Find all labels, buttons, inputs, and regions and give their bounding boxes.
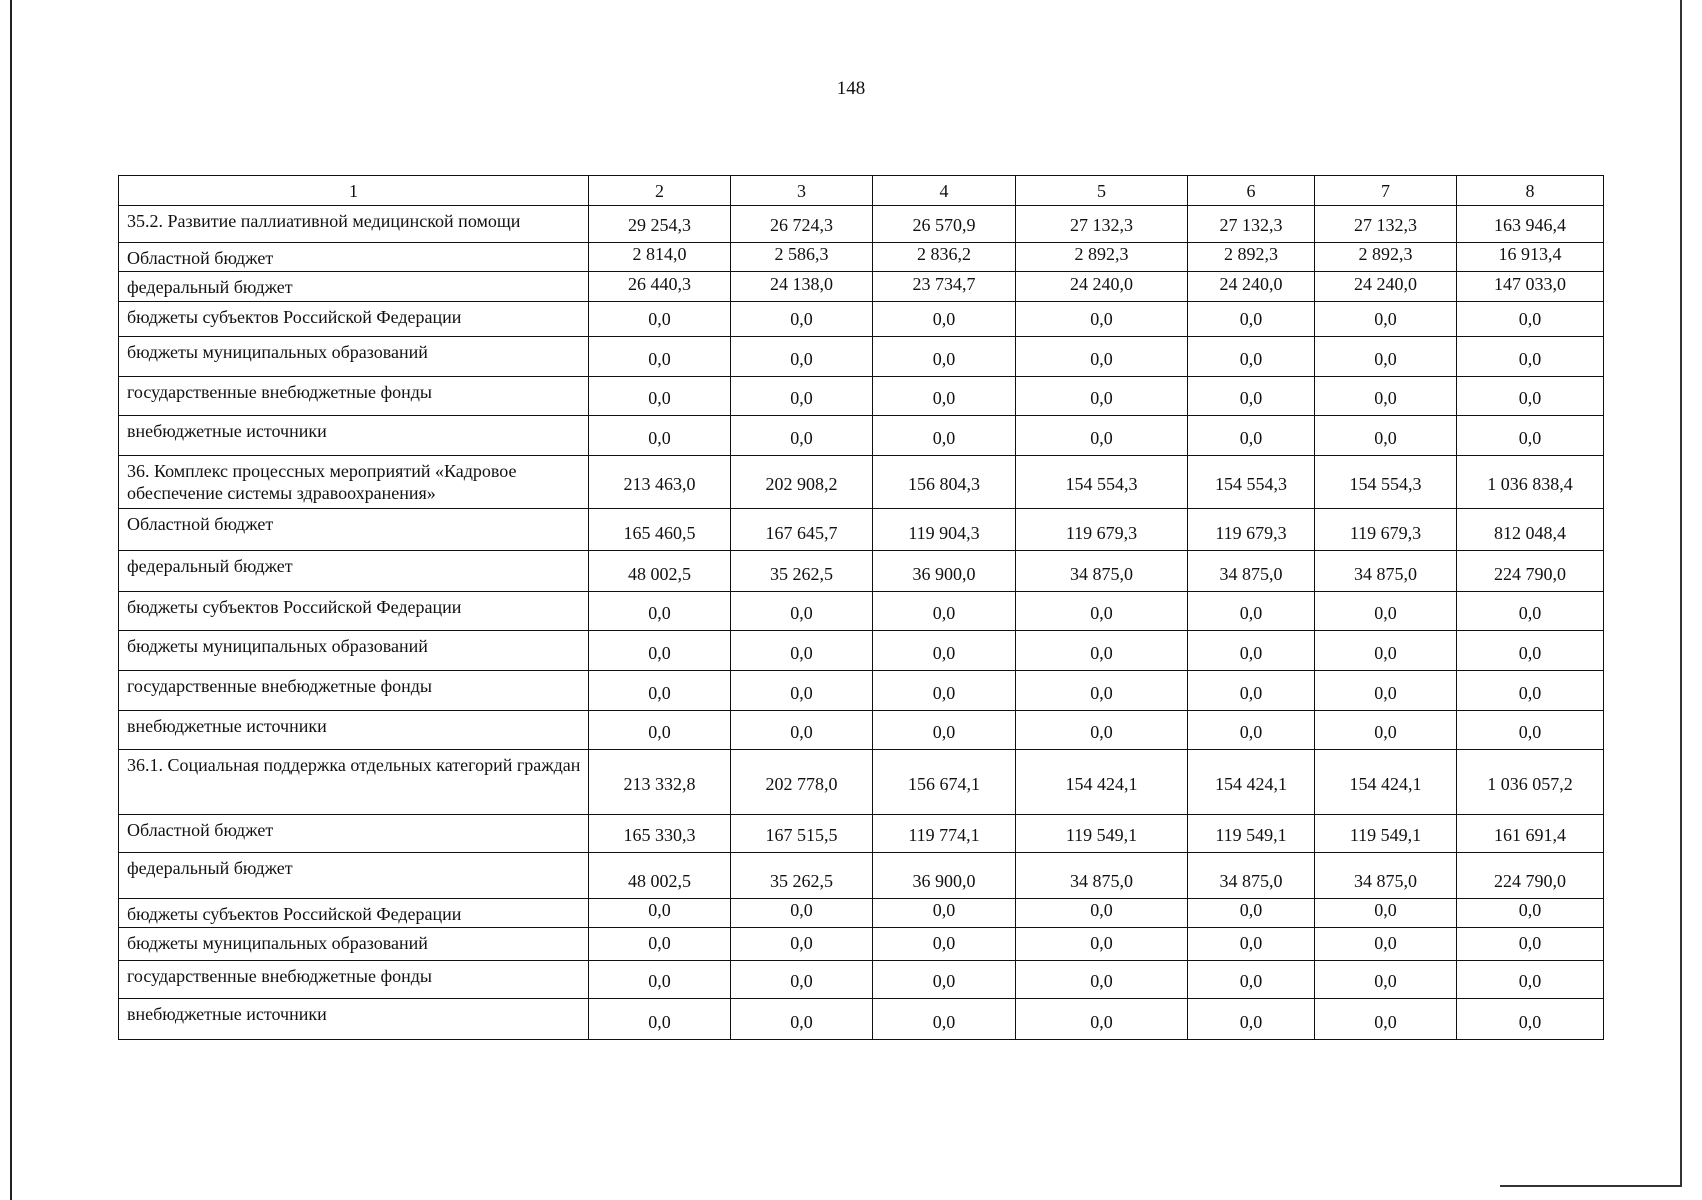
value-cell: 0,0 [1457, 899, 1604, 928]
row-label: бюджеты муниципальных образований [119, 337, 589, 377]
value-cell: 224 790,0 [1457, 551, 1604, 592]
value-cell: 0,0 [731, 302, 873, 337]
value-cell: 119 679,3 [1315, 509, 1457, 551]
value-cell: 0,0 [1188, 302, 1315, 337]
value-cell: 35 262,5 [731, 551, 873, 592]
value-cell: 26 724,3 [731, 206, 873, 243]
value-cell: 0,0 [1188, 999, 1315, 1040]
value-cell: 0,0 [1016, 899, 1188, 928]
value-cell: 0,0 [1315, 377, 1457, 416]
value-cell: 147 033,0 [1457, 272, 1604, 302]
table-row [119, 711, 1604, 750]
value-cell: 0,0 [873, 592, 1016, 631]
value-cell: 26 440,3 [589, 272, 731, 302]
header-cell: 1 [119, 176, 589, 206]
value-cell: 0,0 [873, 711, 1016, 750]
value-cell: 24 138,0 [731, 272, 873, 302]
value-cell: 154 554,3 [1188, 456, 1315, 509]
value-cell: 0,0 [589, 961, 731, 999]
value-cell: 2 814,0 [589, 243, 731, 272]
value-cell: 34 875,0 [1016, 551, 1188, 592]
value-cell: 2 836,2 [873, 243, 1016, 272]
value-cell: 1 036 838,4 [1457, 456, 1604, 509]
value-cell: 119 549,1 [1188, 815, 1315, 853]
header-cell: 4 [873, 176, 1016, 206]
value-cell: 34 875,0 [1315, 853, 1457, 899]
value-cell: 0,0 [1016, 711, 1188, 750]
table-row [119, 961, 1604, 999]
value-cell: 27 132,3 [1315, 206, 1457, 243]
value-cell: 2 892,3 [1016, 243, 1188, 272]
row-label: бюджеты субъектов Российской Федерации [119, 592, 589, 631]
value-cell: 213 463,0 [589, 456, 731, 509]
value-cell: 0,0 [731, 928, 873, 961]
row-label: государственные внебюджетные фонды [119, 671, 589, 711]
value-cell: 0,0 [731, 337, 873, 377]
value-cell: 34 875,0 [1188, 551, 1315, 592]
value-cell: 24 240,0 [1315, 272, 1457, 302]
value-cell: 0,0 [1016, 592, 1188, 631]
value-cell: 119 904,3 [873, 509, 1016, 551]
value-cell: 0,0 [731, 999, 873, 1040]
value-cell: 0,0 [1188, 631, 1315, 671]
value-cell: 0,0 [1016, 631, 1188, 671]
value-cell: 0,0 [1457, 928, 1604, 961]
value-cell: 0,0 [873, 899, 1016, 928]
value-cell: 119 774,1 [873, 815, 1016, 853]
header-row [119, 176, 1604, 206]
value-cell: 0,0 [731, 416, 873, 456]
value-cell: 0,0 [1188, 928, 1315, 961]
header-cell: 7 [1315, 176, 1457, 206]
row-label: бюджеты муниципальных образований [119, 928, 589, 961]
value-cell: 34 875,0 [1016, 853, 1188, 899]
value-cell: 154 424,1 [1016, 750, 1188, 815]
row-label: Областной бюджет [119, 815, 589, 853]
value-cell: 0,0 [1016, 671, 1188, 711]
value-cell: 0,0 [1315, 711, 1457, 750]
value-cell: 0,0 [1315, 592, 1457, 631]
value-cell: 0,0 [589, 671, 731, 711]
value-cell: 0,0 [1016, 416, 1188, 456]
row-label: бюджеты муниципальных образований [119, 631, 589, 671]
value-cell: 163 946,4 [1457, 206, 1604, 243]
table-body [119, 176, 1604, 1040]
value-cell: 119 549,1 [1315, 815, 1457, 853]
value-cell: 2 892,3 [1315, 243, 1457, 272]
value-cell: 156 804,3 [873, 456, 1016, 509]
value-cell: 48 002,5 [589, 551, 731, 592]
value-cell: 26 570,9 [873, 206, 1016, 243]
value-cell: 0,0 [1457, 302, 1604, 337]
table-row [119, 551, 1604, 592]
value-cell: 0,0 [589, 592, 731, 631]
value-cell: 0,0 [1457, 999, 1604, 1040]
value-cell: 27 132,3 [1016, 206, 1188, 243]
value-cell: 0,0 [1016, 302, 1188, 337]
value-cell: 16 913,4 [1457, 243, 1604, 272]
table-row [119, 671, 1604, 711]
value-cell: 0,0 [1457, 631, 1604, 671]
value-cell: 154 554,3 [1315, 456, 1457, 509]
value-cell: 0,0 [873, 961, 1016, 999]
scan-border-bottom [1500, 1185, 1682, 1187]
value-cell: 0,0 [873, 999, 1016, 1040]
value-cell: 0,0 [1016, 928, 1188, 961]
value-cell: 154 424,1 [1315, 750, 1457, 815]
value-cell: 0,0 [873, 631, 1016, 671]
row-label: федеральный бюджет [119, 272, 589, 302]
value-cell: 24 240,0 [1188, 272, 1315, 302]
value-cell: 0,0 [589, 302, 731, 337]
table-row [119, 899, 1604, 928]
row-label: бюджеты субъектов Российской Федерации [119, 899, 589, 928]
header-cell: 8 [1457, 176, 1604, 206]
value-cell: 0,0 [1315, 302, 1457, 337]
row-label: федеральный бюджет [119, 853, 589, 899]
table-row [119, 377, 1604, 416]
value-cell: 119 679,3 [1016, 509, 1188, 551]
value-cell: 119 549,1 [1016, 815, 1188, 853]
value-cell: 0,0 [1457, 337, 1604, 377]
value-cell: 0,0 [589, 999, 731, 1040]
value-cell: 48 002,5 [589, 853, 731, 899]
row-label: Областной бюджет [119, 509, 589, 551]
value-cell: 0,0 [873, 671, 1016, 711]
row-label: Областной бюджет [119, 243, 589, 272]
value-cell: 0,0 [873, 337, 1016, 377]
value-cell: 0,0 [1016, 999, 1188, 1040]
value-cell: 0,0 [731, 671, 873, 711]
value-cell: 213 332,8 [589, 750, 731, 815]
value-cell: 27 132,3 [1188, 206, 1315, 243]
value-cell: 0,0 [1188, 377, 1315, 416]
value-cell: 0,0 [1315, 416, 1457, 456]
value-cell: 2 892,3 [1188, 243, 1315, 272]
value-cell: 0,0 [1457, 961, 1604, 999]
value-cell: 0,0 [589, 899, 731, 928]
table-row [119, 592, 1604, 631]
value-cell: 0,0 [1315, 671, 1457, 711]
value-cell: 0,0 [873, 928, 1016, 961]
table-row [119, 302, 1604, 337]
value-cell: 0,0 [1457, 377, 1604, 416]
value-cell: 0,0 [589, 377, 731, 416]
row-label: государственные внебюджетные фонды [119, 961, 589, 999]
row-label: внебюджетные источники [119, 416, 589, 456]
value-cell: 202 778,0 [731, 750, 873, 815]
row-label: внебюджетные источники [119, 711, 589, 750]
value-cell: 34 875,0 [1188, 853, 1315, 899]
header-cell: 2 [589, 176, 731, 206]
value-cell: 0,0 [1315, 961, 1457, 999]
value-cell: 0,0 [1016, 337, 1188, 377]
value-cell: 0,0 [589, 337, 731, 377]
value-cell: 0,0 [731, 961, 873, 999]
header-cell: 6 [1188, 176, 1315, 206]
value-cell: 154 554,3 [1016, 456, 1188, 509]
row-label: 36.1. Социальная поддержка отдельных категорий граждан [119, 750, 589, 815]
value-cell: 154 424,1 [1188, 750, 1315, 815]
budget-table [118, 175, 1604, 1040]
value-cell: 0,0 [731, 377, 873, 416]
value-cell: 34 875,0 [1315, 551, 1457, 592]
header-cell: 3 [731, 176, 873, 206]
value-cell: 0,0 [1315, 631, 1457, 671]
value-cell: 0,0 [1315, 337, 1457, 377]
value-cell: 0,0 [1457, 711, 1604, 750]
value-cell: 0,0 [1457, 671, 1604, 711]
value-cell: 0,0 [1188, 899, 1315, 928]
value-cell: 165 460,5 [589, 509, 731, 551]
value-cell: 0,0 [1016, 961, 1188, 999]
scan-border-left [10, 0, 12, 1200]
value-cell: 0,0 [731, 592, 873, 631]
value-cell: 0,0 [589, 631, 731, 671]
table-row [119, 416, 1604, 456]
table-row [119, 509, 1604, 551]
value-cell: 119 679,3 [1188, 509, 1315, 551]
row-label: государственные внебюджетные фонды [119, 377, 589, 416]
table-row [119, 853, 1604, 899]
value-cell: 156 674,1 [873, 750, 1016, 815]
value-cell: 165 330,3 [589, 815, 731, 853]
row-label: федеральный бюджет [119, 551, 589, 592]
value-cell: 0,0 [1315, 928, 1457, 961]
row-label: 36. Комплекс процессных мероприятий «Кадровое обеспечение системы здравоохранения» [119, 456, 589, 509]
value-cell: 0,0 [1188, 416, 1315, 456]
table-row [119, 272, 1604, 302]
value-cell: 167 515,5 [731, 815, 873, 853]
value-cell: 202 908,2 [731, 456, 873, 509]
value-cell: 0,0 [589, 416, 731, 456]
value-cell: 0,0 [1188, 592, 1315, 631]
value-cell: 0,0 [1315, 899, 1457, 928]
table-row [119, 206, 1604, 243]
value-cell: 35 262,5 [731, 853, 873, 899]
value-cell: 36 900,0 [873, 853, 1016, 899]
value-cell: 812 048,4 [1457, 509, 1604, 551]
value-cell: 0,0 [1315, 999, 1457, 1040]
value-cell: 24 240,0 [1016, 272, 1188, 302]
table-row [119, 631, 1604, 671]
row-label: бюджеты субъектов Российской Федерации [119, 302, 589, 337]
value-cell: 2 586,3 [731, 243, 873, 272]
value-cell: 0,0 [873, 377, 1016, 416]
value-cell: 0,0 [1188, 711, 1315, 750]
row-label: внебюджетные источники [119, 999, 589, 1040]
value-cell: 36 900,0 [873, 551, 1016, 592]
value-cell: 0,0 [1188, 961, 1315, 999]
value-cell: 0,0 [1457, 416, 1604, 456]
row-label: 35.2. Развитие паллиативной медицинской помощи [119, 206, 589, 243]
value-cell: 167 645,7 [731, 509, 873, 551]
table-row [119, 337, 1604, 377]
value-cell: 161 691,4 [1457, 815, 1604, 853]
value-cell: 23 734,7 [873, 272, 1016, 302]
value-cell: 224 790,0 [1457, 853, 1604, 899]
value-cell: 0,0 [1016, 377, 1188, 416]
value-cell: 0,0 [589, 928, 731, 961]
scan-border-right [1680, 0, 1682, 1185]
value-cell: 0,0 [1188, 337, 1315, 377]
table-row [119, 750, 1604, 815]
table-row [119, 815, 1604, 853]
value-cell: 0,0 [731, 899, 873, 928]
value-cell: 0,0 [1188, 671, 1315, 711]
value-cell: 0,0 [731, 631, 873, 671]
value-cell: 0,0 [873, 416, 1016, 456]
value-cell: 0,0 [589, 711, 731, 750]
table-row [119, 999, 1604, 1040]
value-cell: 0,0 [873, 302, 1016, 337]
header-cell: 5 [1016, 176, 1188, 206]
value-cell: 1 036 057,2 [1457, 750, 1604, 815]
table-row [119, 456, 1604, 509]
value-cell: 0,0 [731, 711, 873, 750]
value-cell: 0,0 [1457, 592, 1604, 631]
value-cell: 29 254,3 [589, 206, 731, 243]
table-row [119, 928, 1604, 961]
page-number: 148 [836, 78, 866, 99]
table-row [119, 243, 1604, 272]
